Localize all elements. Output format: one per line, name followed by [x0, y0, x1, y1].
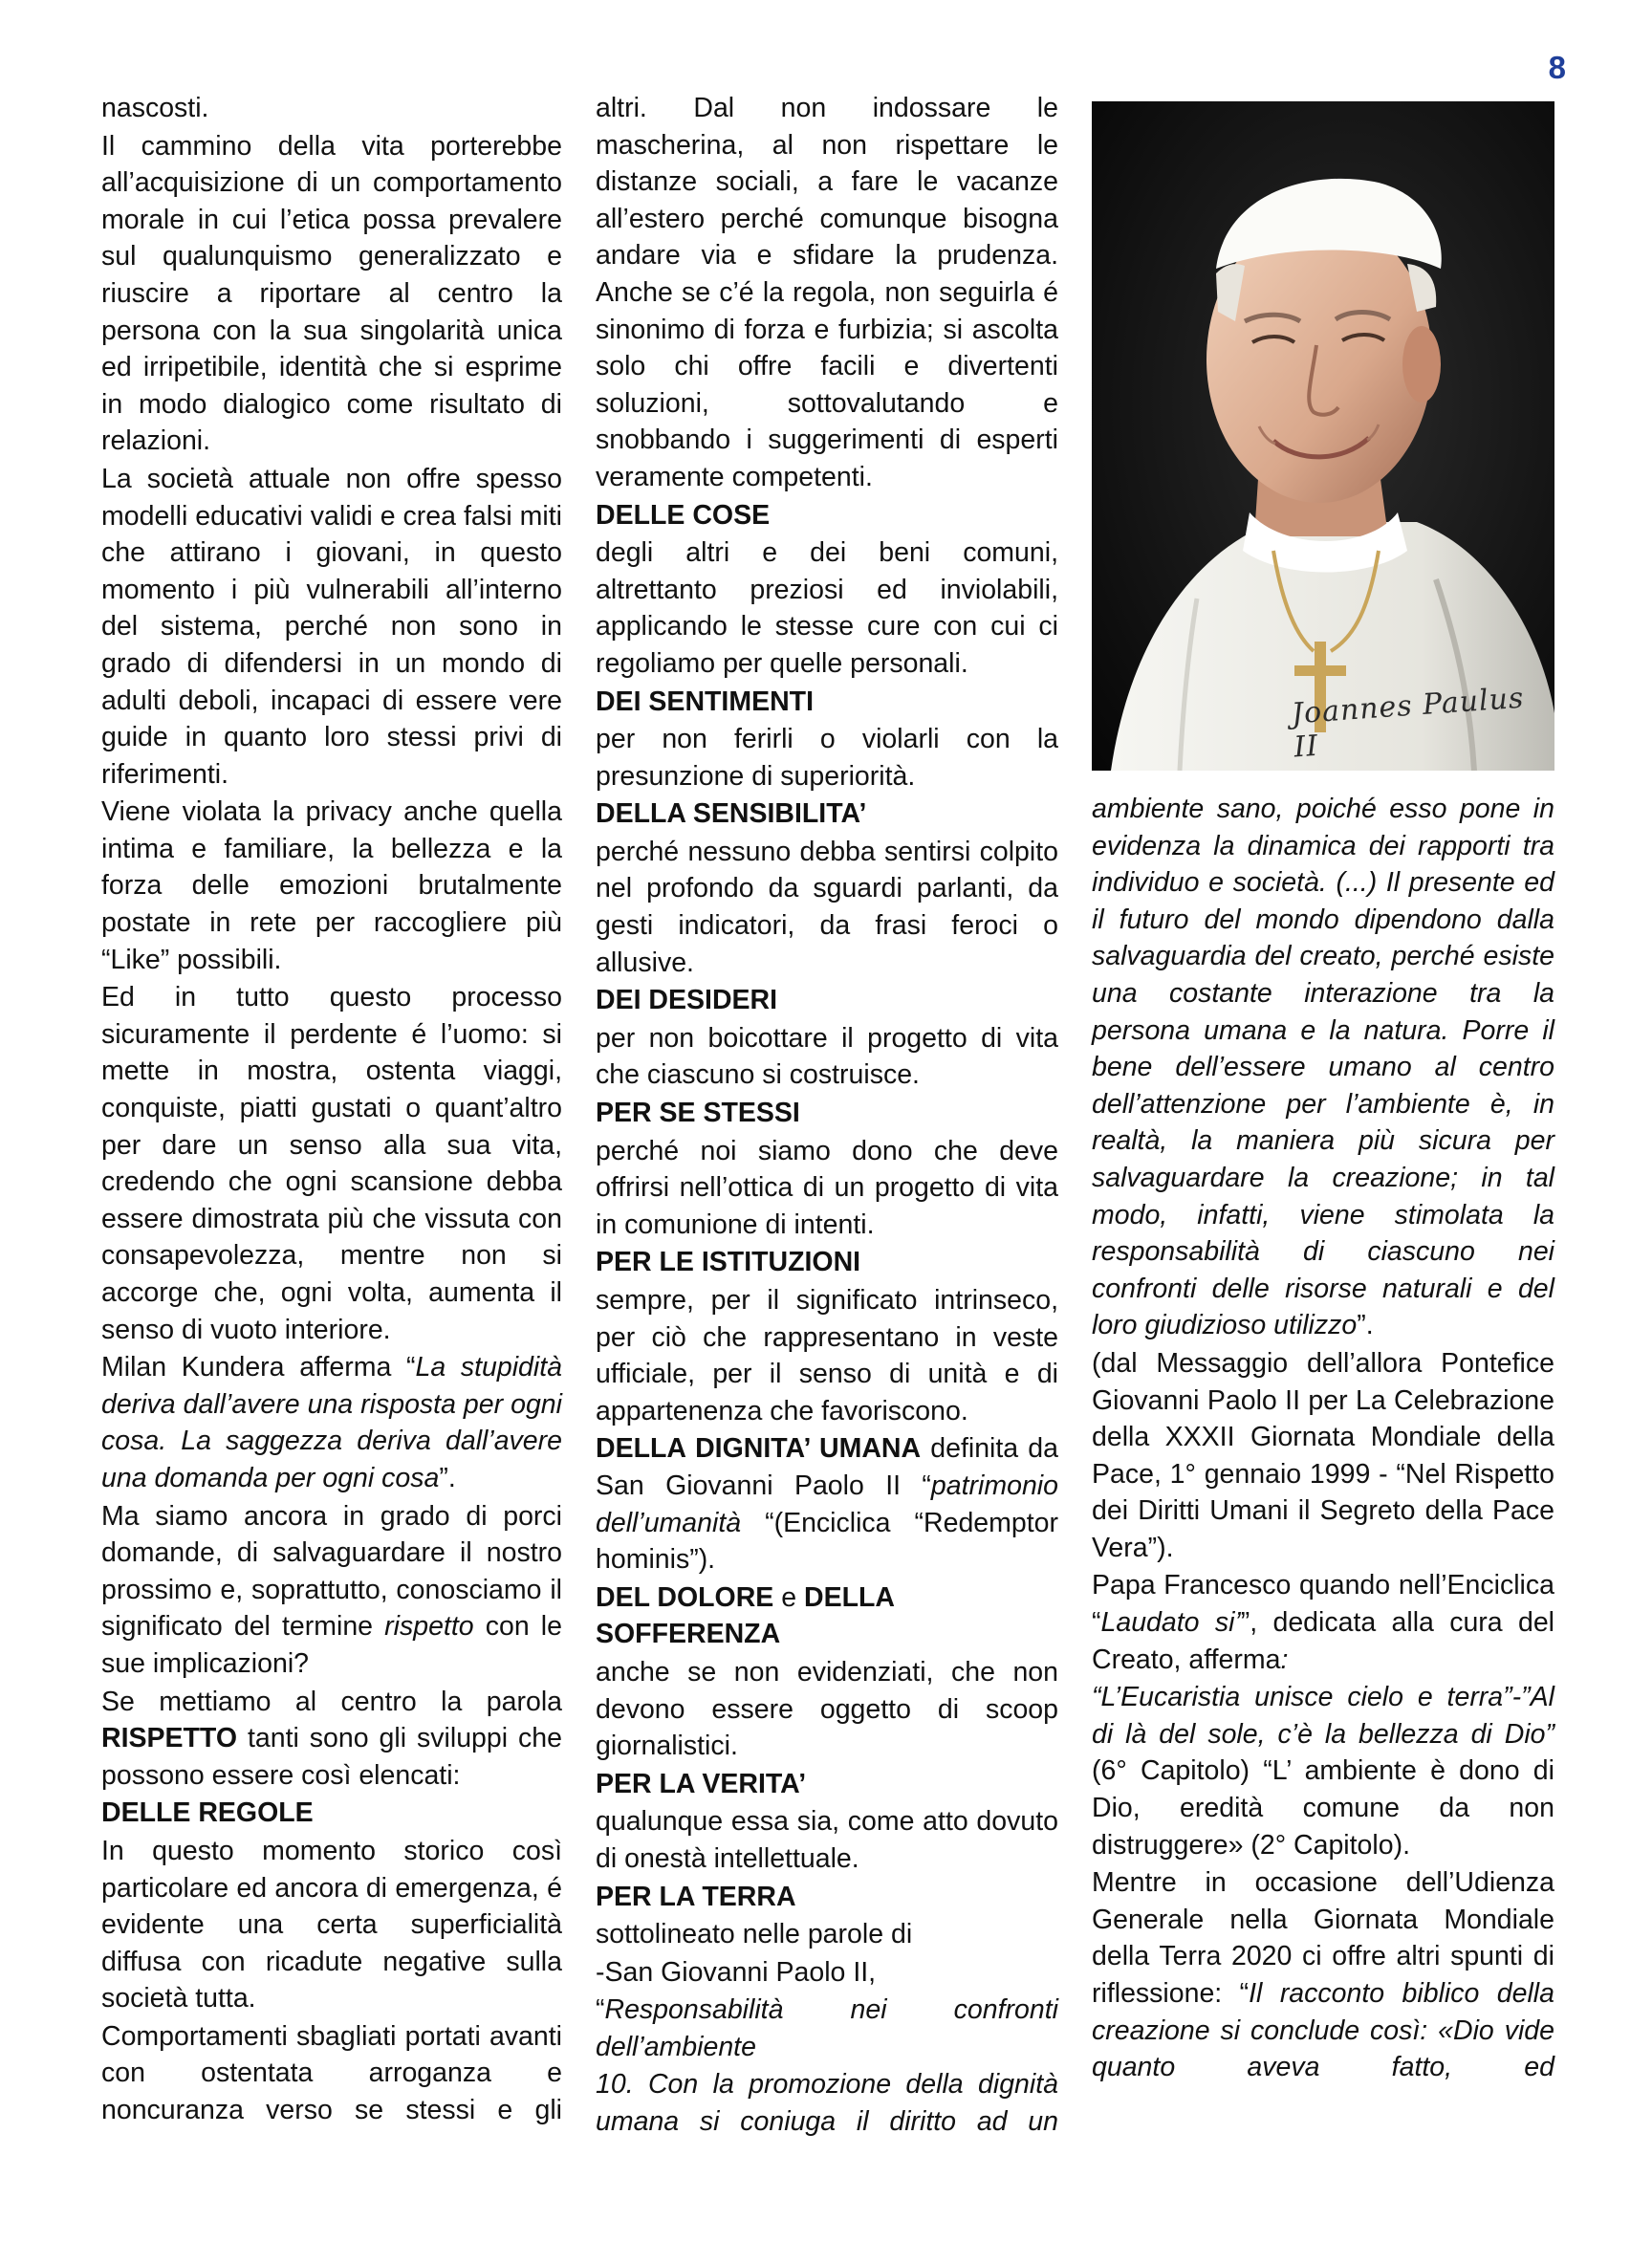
- section-heading: DEI DESIDERI: [596, 985, 778, 1016]
- paragraph: In questo momento storico così particolare ed ancora di emergenza, é evidente una certa superficialità diffusa con ricadute negative sulla società tutta.: [101, 1835, 562, 2014]
- page-number: 8: [1548, 50, 1566, 85]
- text-run: (6° Capitolo): [1092, 1755, 1264, 1787]
- eucaristia-paragraph: [1092, 1679, 1554, 1863]
- text-run: e: [773, 1581, 805, 1613]
- paragraph: nascosti.: [101, 93, 209, 123]
- rispetto-list-intro: [101, 1684, 562, 1795]
- kundera-quote: La stupidità deriva dall’avere una risposta per ogni cosa. La saggezza deriva dall’avere una domanda per ogni cosa: [101, 1352, 562, 1493]
- quote: “L’ ambiente è dono di Dio, eredità comune da non distruggere» (2° Capitolo).: [1092, 1755, 1554, 1861]
- kundera-paragraph: [101, 1349, 562, 1496]
- column-1: [101, 90, 562, 2129]
- text-run: ”.: [1357, 1310, 1374, 1341]
- text-run: ”, dedicata alla cura del Creato, afferma: [1092, 1607, 1554, 1675]
- paragraph: -San Giovanni Paolo II,: [596, 1956, 877, 1988]
- quote: ”Al di là del sole, c’è la bellezza di Dio”: [1092, 1682, 1554, 1750]
- quote: Il racconto biblico della creazione si conclude così: «Dio vide quanto aveva fatto, ed: [1092, 1978, 1554, 2083]
- signature: Joannes Paulus II: [1290, 681, 1526, 765]
- section-heading: DELLA SOFFERENZA: [596, 1581, 894, 1650]
- paragraph: degli altri e dei beni comuni, altrettanto preziosi ed inviolabili, applicando le stesse cure con cui ci regoliamo per quelle personali.: [596, 537, 1058, 679]
- section-heading: DEL DOLORE: [596, 1581, 774, 1613]
- text-run: “(Enciclica “Redemptor hominis”).: [596, 1507, 1058, 1576]
- emphasis: Laudato si’: [1100, 1607, 1241, 1639]
- paragraph: perché nessuno debba sentirsi colpito nel profondo da sguardi parlanti, da gesti indicatori, da frasi feroci o allusive.: [596, 836, 1058, 978]
- section-heading: PER SE STESSI: [596, 1098, 800, 1129]
- paragraph: Ed in tutto questo processo sicuramente il perdente é l’uomo: si mette in mostra, ostenta viaggi, conquiste, piatti gustati o quant’altro per dare un senso alla sua vita, credendo che ogni scansione debba essere dimostrata più che vissuta con consapevolezza, mentre non si accorge che, ogni volta, aumenta il senso di vuoto interiore.: [101, 982, 562, 1345]
- column-3: [1092, 791, 1554, 2086]
- dignita-paragraph: [596, 1430, 1058, 1578]
- section-heading: DELLA DIGNITA’ UMANA: [596, 1433, 922, 1465]
- text-run: con le sue implicazioni?: [101, 1611, 562, 1679]
- paragraph: sempre, per il significato intrinseco, per ciò che rappresentano in veste ufficiale, per il senso di unità e di appartenenza che favoriscono.: [596, 1285, 1058, 1426]
- portrait-illustration: [1092, 101, 1554, 771]
- text-run: Ma siamo ancora in grado di porci domande, di salvaguardare il nostro prossimo e, soprattutto, conosciamo il significato del termine: [101, 1500, 562, 1643]
- paragraph: sottolineato nelle parole di: [596, 1919, 913, 1950]
- pope-photo: [1092, 101, 1554, 771]
- rispetto-question: [101, 1498, 562, 1683]
- emphasis: rispetto: [384, 1611, 474, 1643]
- section-heading: DELLE COSE: [596, 499, 771, 531]
- jp2-quote-body: 10. Con la promozione della dignità umana si coniuga il diritto ad un: [596, 2069, 1058, 2138]
- column-2: [596, 90, 1058, 2141]
- section-heading: DELLE REGOLE: [101, 1797, 314, 1829]
- section-heading: PER LA VERITA’: [596, 1768, 807, 1799]
- paragraph: per non boicottare il progetto di vita che ciascuno si costruisce.: [596, 1022, 1058, 1091]
- section-heading: PER LA TERRA: [596, 1881, 796, 1912]
- paragraph-continuation: altri. Dal non indossare le mascherina, al non rispettare le distanze sociali, a fare le vacanze all’estero perché comunque bisogna andare via e sfidare la prudenza. Anche se c’é la regola, non seguirla é sinonimo di forza e furbizia; si ascolta solo chi offre facili e divertenti soluzioni, sottovalutando e snobbando i suggerimenti di esperti veramente competenti.: [596, 93, 1058, 492]
- text-run: Papa Francesco quando nell’Enciclica “: [1092, 1570, 1554, 1639]
- section-heading: DELLA SENSIBILITA’: [596, 798, 867, 830]
- paragraph: La società attuale non offre spesso modelli educativi validi e crea falsi miti che attirano i giovani, in questo momento i più vulnerabili all’interno del sistema, perché non sono in grado di difendersi in un mondo di adulti deboli, incapaci di essere vere guide in quanto loro stessi privi di riferimenti.: [101, 463, 562, 790]
- section-heading: DEI SENTIMENTI: [596, 686, 815, 717]
- quote-text: ambiente sano, poiché esso pone in evidenza la dinamica dei rapporti tra individuo e società. (...) Il presente ed il futuro del mondo dipendono dalla salvaguardia del creato, perché esiste una costante interazione tra la persona umana e la natura. Porre il bene dell’essere umano al centro dell’attenzione per l’ambiente è, in realtà, la maniera più sicura per salvaguardare la creazione; in tal modo, infatti, viene stimolata la responsabilità di ciascuno nei confronti delle risorse naturali e del loro giudizioso utilizzo: [1092, 794, 1554, 1341]
- dolore-heading: [596, 1579, 1058, 1653]
- quote-title: Responsabilità nei confronti dell’ambiente: [596, 1994, 1058, 2062]
- quote: “L’Eucaristia unisce cielo e terra”: [1092, 1682, 1512, 1713]
- text-run: Se mettiamo al centro la parola: [101, 1686, 562, 1717]
- text-run: Comportamenti sbagliati portati avanti con ostentata arroganza e noncuranza verso se stessi e gli: [101, 2020, 562, 2126]
- paragraph: qualunque essa sia, come atto dovuto di onestà intellettuale.: [596, 1806, 1058, 1874]
- francesco-paragraph: [1092, 1567, 1554, 1678]
- paragraph: perché noi siamo dono che deve offrirsi nell’ottica di un progetto di vita in comunione di intenti.: [596, 1135, 1058, 1240]
- text-run: definita da San Giovanni Paolo II “: [596, 1433, 1058, 1501]
- text-run: tanti sono gli sviluppi che possono essere così elencati:: [101, 1723, 562, 1791]
- udienza-paragraph: [1092, 1864, 1554, 2086]
- jp2-quote-body-continued: [1092, 791, 1554, 1344]
- messaggio-paragraph: (dal Messaggio dell’allora Pontefice Giovanni Paolo II per La Celebrazione della XXXII Giornata Mondiale della Pace, 1° gennaio 1999 - “Nel Rispetto dei Diritti Umani il Segreto della Pace Vera”).: [1092, 1347, 1554, 1563]
- paragraph: per non ferirli o violarli con la presunzione di superiorità.: [596, 724, 1058, 792]
- section-heading: PER LE ISTITUZIONI: [596, 1247, 861, 1278]
- text-run: Milan Kundera afferma “: [101, 1352, 416, 1383]
- text-run: -: [1511, 1682, 1522, 1713]
- paragraph: Viene violata la privacy anche quella intima e familiare, la bellezza e la forza delle emozioni brutalmente postate in rete per raccogliere più “Like” possibili.: [101, 796, 562, 975]
- text-run: ”.: [439, 1462, 456, 1493]
- paragraph: Il cammino della vita porterebbe all’acquisizione di un comportamento morale in cui l’etica possa prevalere sul qualunquismo generalizzato e riuscire a riportare al centro la persona con la sua singolarità unica ed irripetibile, identità che si esprime in modo dialogico come risultato di relazioni.: [101, 130, 562, 457]
- text-run: Mentre in occasione dell’Udienza Generale nella Giornata Mondiale della Terra 2020 ci offre altri spunti di riflessione: “: [1092, 1867, 1554, 2009]
- paragraph: anche se non evidenziati, che non devono essere oggetto di scoop giornalistici.: [596, 1656, 1058, 1762]
- emphasis: patrimonio dell’umanità: [596, 1470, 1058, 1538]
- jp2-quote: [596, 1992, 1058, 2065]
- keyword: RISPETTO: [101, 1723, 237, 1754]
- text-run: :: [1280, 1644, 1289, 1675]
- text-run: “: [596, 1994, 605, 2026]
- paragraph-continued: [101, 2018, 562, 2129]
